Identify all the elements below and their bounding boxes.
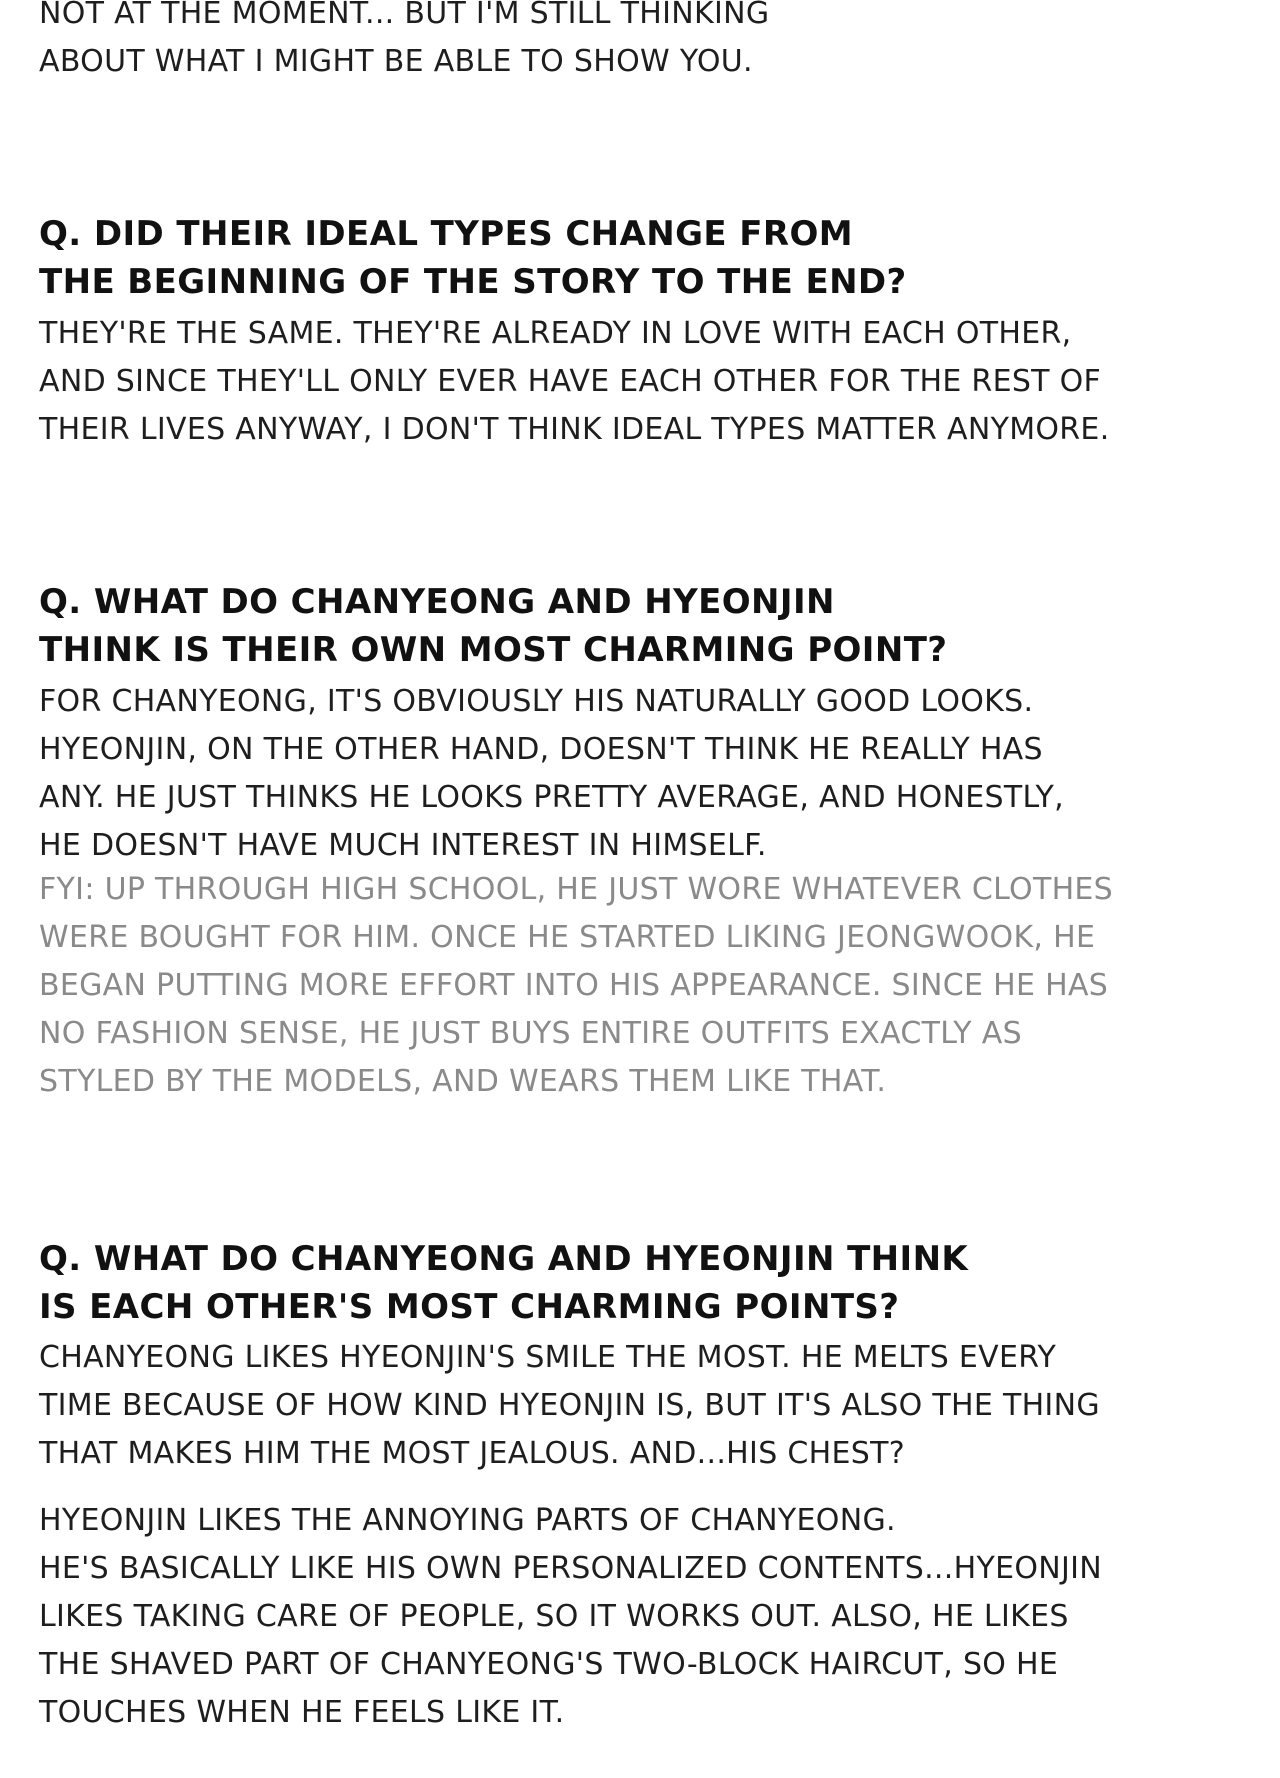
note-line: NO FASHION SENSE, HE JUST BUYS ENTIRE OUTFITS EXACTLY AS	[39, 1016, 1022, 1051]
answer-hyeonjin-likes	[39, 1497, 1260, 1737]
answer-line: TOUCHES WHEN HE FEELS LIKE IT.	[39, 1695, 565, 1730]
question-line: THINK IS THEIR OWN MOST CHARMING POINT?	[39, 630, 948, 670]
question-ideal-types	[39, 210, 1260, 306]
answer-line: LIKES TAKING CARE OF PEOPLE, SO IT WORKS OUT. ALSO, HE LIKES	[39, 1599, 1069, 1634]
answer-line: HE DOESN'T HAVE MUCH INTEREST IN HIMSELF.	[39, 828, 767, 863]
answer-line: ABOUT WHAT I MIGHT BE ABLE TO SHOW YOU.	[39, 44, 753, 79]
answer-chanyeong-likes	[39, 1334, 1260, 1478]
question-line: Q. WHAT DO CHANYEONG AND HYEONJIN	[39, 582, 835, 622]
question-own-charming-point	[39, 578, 1260, 674]
note-line: BEGAN PUTTING MORE EFFORT INTO HIS APPEARANCE. SINCE HE HAS	[39, 968, 1109, 1003]
answer-own-charming-point	[39, 678, 1260, 870]
fyi-note	[39, 866, 1260, 1106]
note-line: FYI: UP THROUGH HIGH SCHOOL, HE JUST WORE WHATEVER CLOTHES	[39, 872, 1114, 907]
note-line: WERE BOUGHT FOR HIM. ONCE HE STARTED LIKING JEONGWOOK, HE	[39, 920, 1096, 955]
answer-ideal-types	[39, 310, 1260, 454]
answer-line: TIME BECAUSE OF HOW KIND HYEONJIN IS, BUT IT'S ALSO THE THING	[39, 1388, 1100, 1423]
answer-line: NOT AT THE MOMENT... BUT I'M STILL THINKING	[39, 0, 770, 31]
answer-line: THEIR LIVES ANYWAY, I DON'T THINK IDEAL TYPES MATTER ANYMORE.	[39, 412, 1110, 447]
answer-line: CHANYEONG LIKES HYEONJIN'S SMILE THE MOST. HE MELTS EVERY	[39, 1340, 1057, 1375]
note-line: STYLED BY THE MODELS, AND WEARS THEM LIKE THAT.	[39, 1064, 887, 1099]
answer-line: HE'S BASICALLY LIKE HIS OWN PERSONALIZED CONTENTS...HYEONJIN	[39, 1551, 1103, 1586]
question-each-others-charming-points	[39, 1235, 1260, 1331]
question-line: Q. WHAT DO CHANYEONG AND HYEONJIN THINK	[39, 1239, 969, 1279]
answer-line: ANY. HE JUST THINKS HE LOOKS PRETTY AVERAGE, AND HONESTLY,	[39, 780, 1065, 815]
question-line: THE BEGINNING OF THE STORY TO THE END?	[39, 262, 907, 302]
answer-line: THE SHAVED PART OF CHANYEONG'S TWO-BLOCK HAIRCUT, SO HE	[39, 1647, 1059, 1682]
intro-answer	[39, 0, 1260, 86]
answer-line: HYEONJIN LIKES THE ANNOYING PARTS OF CHANYEONG.	[39, 1503, 896, 1538]
answer-line: THAT MAKES HIM THE MOST JEALOUS. AND...HIS CHEST?	[39, 1436, 905, 1471]
question-line: Q. DID THEIR IDEAL TYPES CHANGE FROM	[39, 214, 854, 254]
answer-line: HYEONJIN, ON THE OTHER HAND, DOESN'T THINK HE REALLY HAS	[39, 732, 1043, 767]
answer-line: AND SINCE THEY'LL ONLY EVER HAVE EACH OTHER FOR THE REST OF	[39, 364, 1102, 399]
answer-line: THEY'RE THE SAME. THEY'RE ALREADY IN LOVE WITH EACH OTHER,	[39, 316, 1072, 351]
question-line: IS EACH OTHER'S MOST CHARMING POINTS?	[39, 1287, 900, 1327]
answer-line: FOR CHANYEONG, IT'S OBVIOUSLY HIS NATURALLY GOOD LOOKS.	[39, 684, 1034, 719]
